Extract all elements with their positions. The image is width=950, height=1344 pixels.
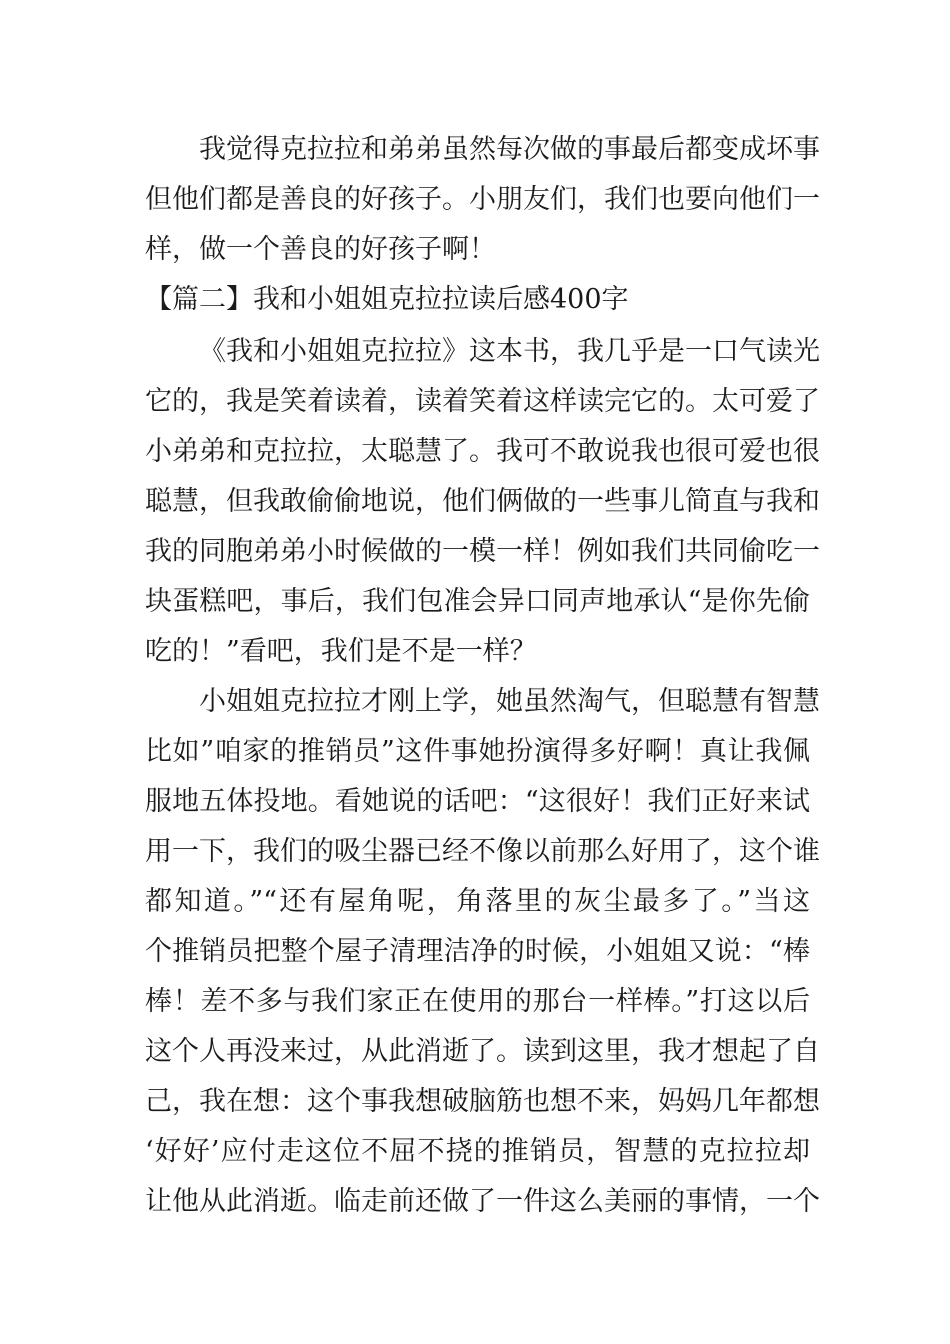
paragraph-3-line-11: 让他从此消逝。临走前还做了一件这么美丽的事情，一个 [145, 1186, 820, 1217]
paragraph-2-line-1: 《我和小姐姐克拉拉》这本书，我几乎是一口气读光 [199, 336, 820, 367]
paragraph-1-line-3: 样，做一个善良的好孩子啊！ [145, 234, 496, 265]
paragraph-3-line-1: 小姐姐克拉拉才刚上学，她虽然淘气，但聪慧有智慧 [199, 686, 820, 717]
paragraph-3-line-7: 棒！差不多与我们家正在使用的那台一样棒。”打这以后 [145, 986, 810, 1017]
paragraph-2-line-6: 块蛋糕吧，事后，我们包准会异口同声地承认“是你先偷 [145, 586, 810, 617]
section-heading: 【篇二】我和小姐姐克拉拉读后感400字 [145, 284, 629, 315]
paragraph-2-line-5: 我的同胞弟弟小时候做的一模一样！例如我们共同偷吃一 [145, 536, 820, 567]
paragraph-3-line-4: 用一下，我们的吸尘器已经不像以前那么好用了，这个谁 [145, 836, 820, 867]
paragraph-3-line-8: 这个人再没来过，从此消逝了。读到这里，我才想起了自 [145, 1036, 820, 1067]
paragraph-2-line-3: 小弟弟和克拉拉，太聪慧了。我可不敢说我也很可爱也很 [145, 436, 820, 467]
paragraph-3-line-9: 己，我在想：这个事我想破脑筋也想不来，妈妈几年都想 [145, 1086, 820, 1117]
paragraph-3-line-5: 都知道。”“还有屋角呢，角落里的灰尘最多了。”当这 [145, 886, 810, 917]
paragraph-2-line-7: 吃的！”看吧，我们是不是一样？ [145, 636, 537, 667]
paragraph-1-line-2: 但他们都是善良的好孩子。小朋友们，我们也要向他们一 [145, 184, 820, 215]
paragraph-2-line-4: 聪慧，但我敢偷偷地说，他们俩做的一些事儿简直与我和 [145, 486, 820, 517]
paragraph-2-line-2: 它的，我是笑着读着，读着笑着这样读完它的。太可爱了 [145, 386, 820, 417]
paragraph-3-line-6: 个推销员把整个屋子清理洁净的时候，小姐姐又说：“棒 [145, 936, 810, 967]
paragraph-3-line-10: ‘好好’应付走这位不屈不挠的推销员，智慧的克拉拉却 [145, 1136, 810, 1167]
paragraph-3-line-2: 比如”咱家的推销员”这件事她扮演得多好啊！真让我佩 [145, 736, 810, 767]
paragraph-3-line-3: 服地五体投地。看她说的话吧：“这很好！我们正好来试 [145, 786, 810, 817]
paragraph-1-line-1: 我觉得克拉拉和弟弟虽然每次做的事最后都变成坏事 [199, 134, 820, 165]
